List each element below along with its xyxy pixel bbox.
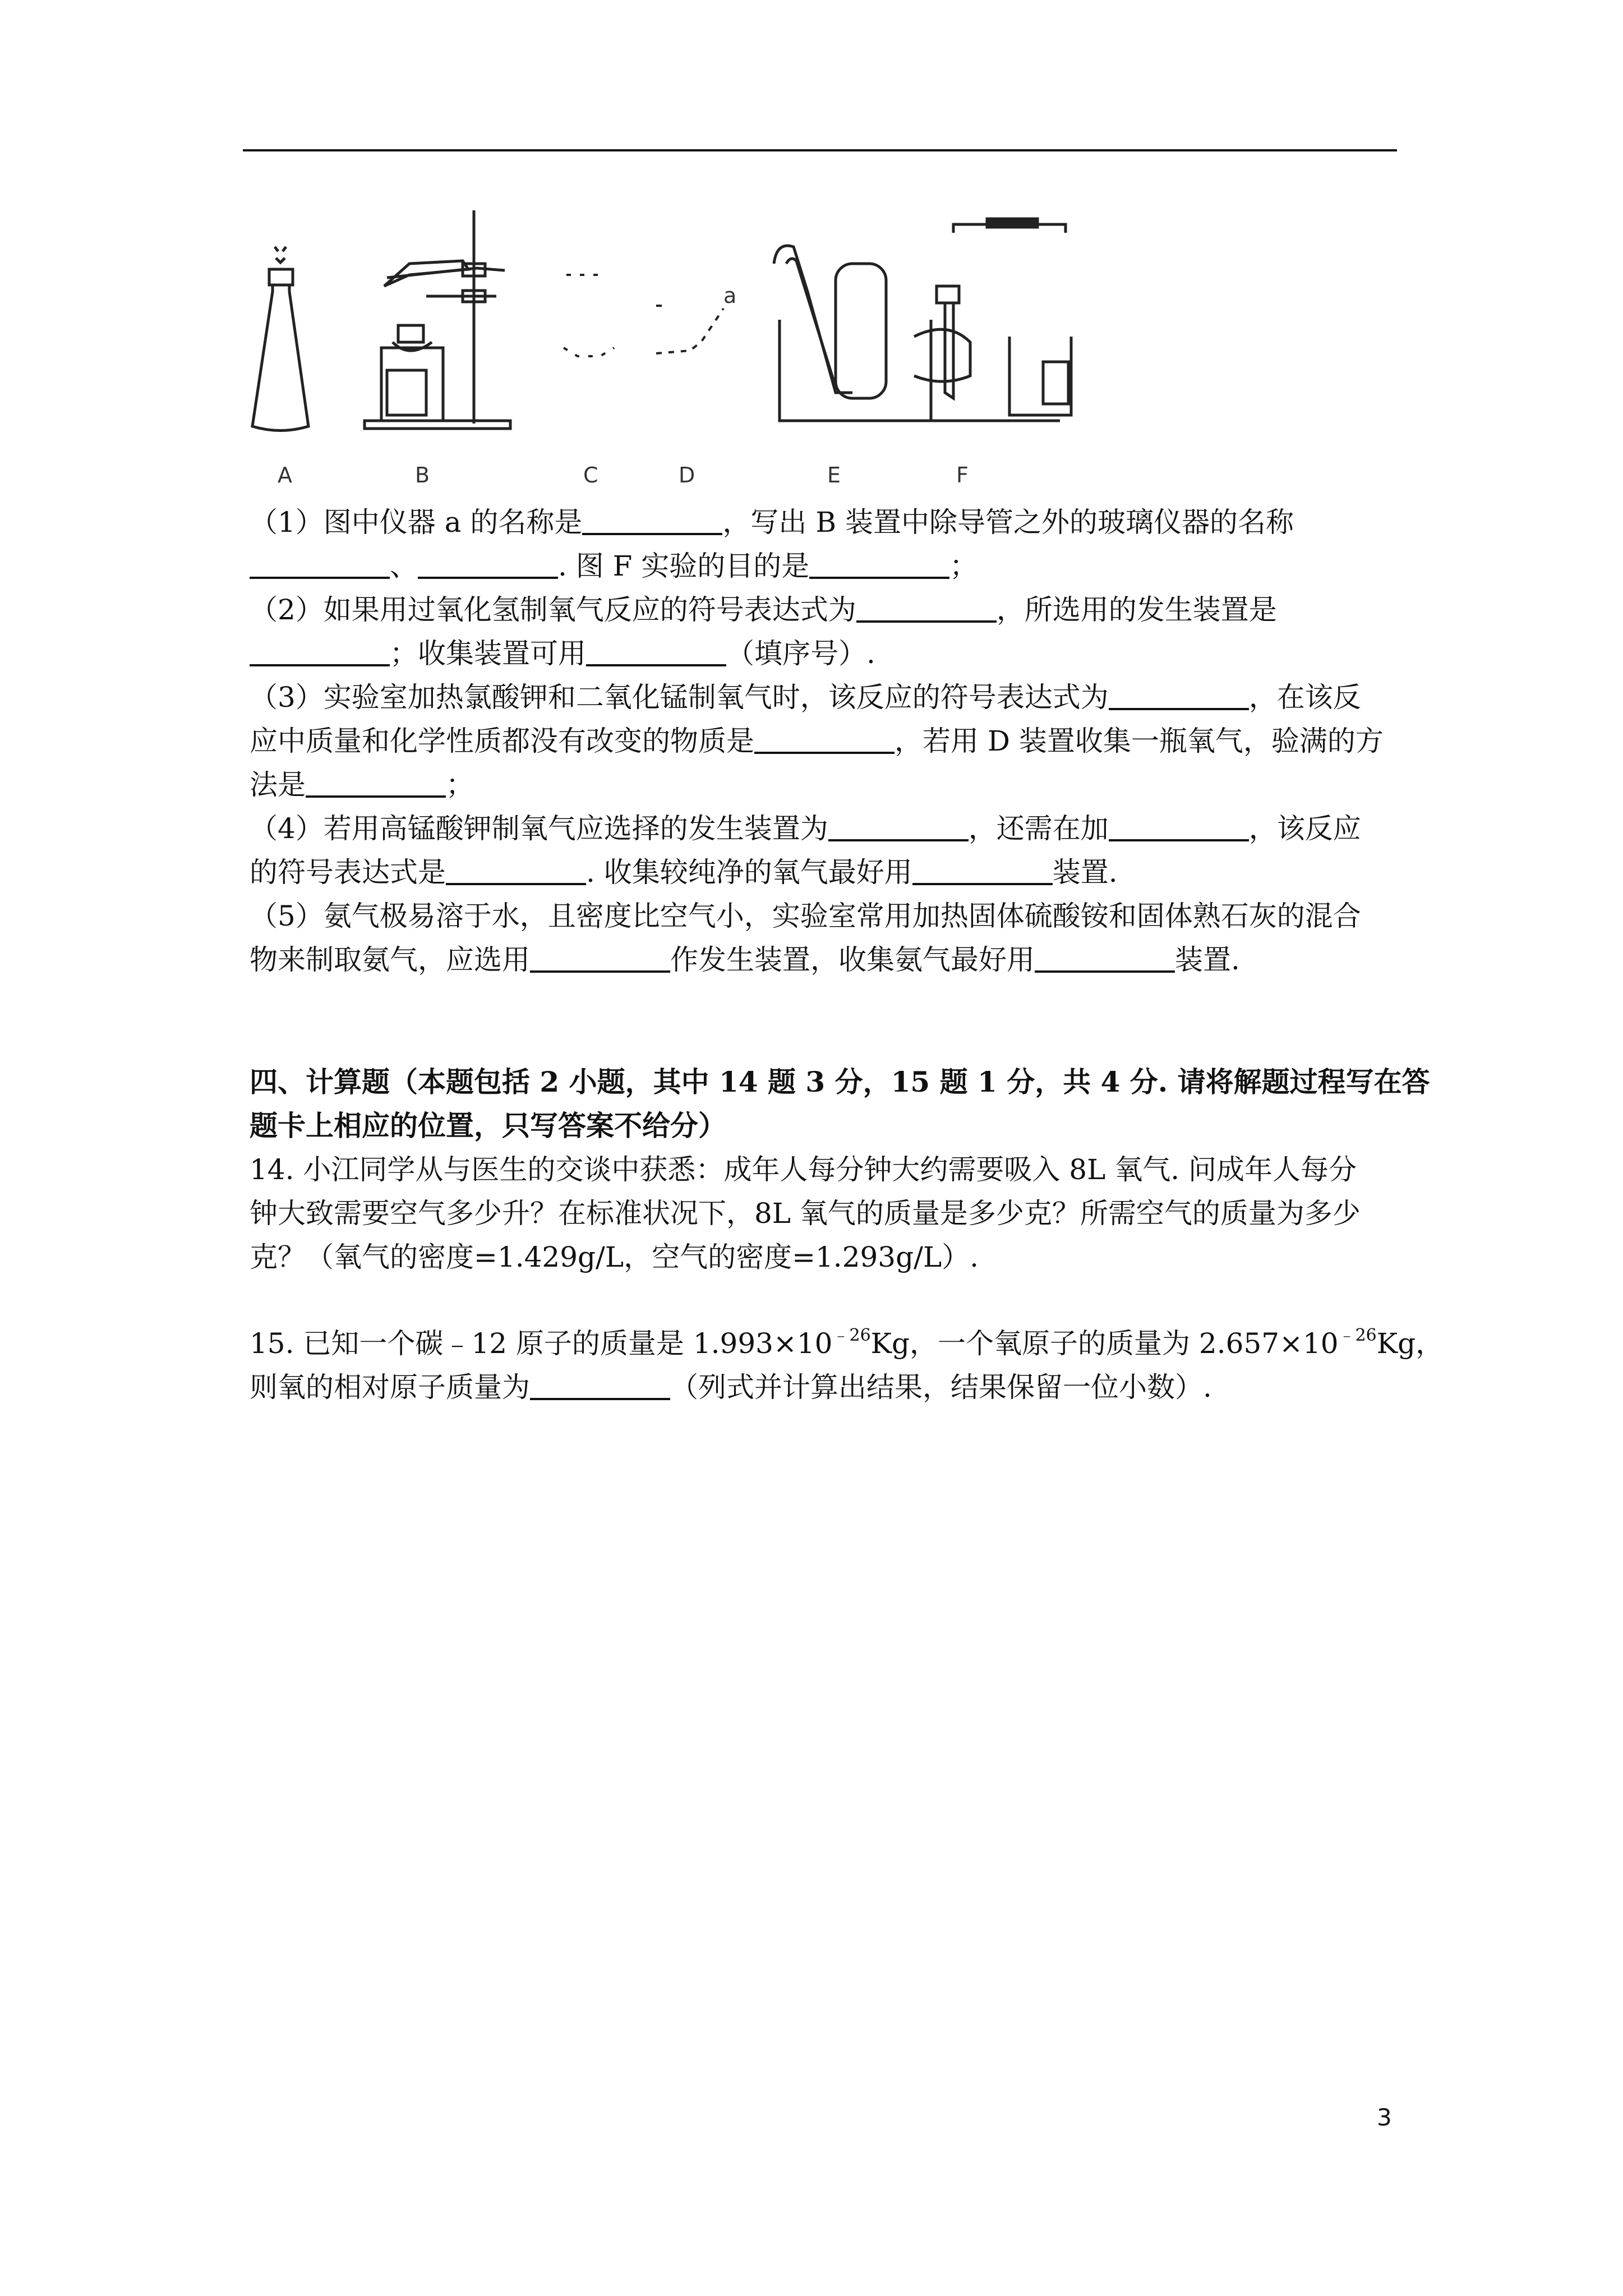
label-B: B — [415, 463, 430, 487]
answer-blank[interactable] — [1109, 813, 1249, 841]
apparatus-d — [656, 306, 723, 353]
apparatus-c — [564, 275, 614, 356]
q3-line3: 法是 ； — [250, 769, 474, 801]
q2-line1: （2）如果用过氧化氢制氧气反应的符号表达式为 ，所选用的发生装置是 — [250, 593, 1277, 626]
label-C: C — [583, 463, 598, 487]
label-F: F — [956, 463, 969, 487]
q5-line1: （5）氨气极易溶于水，且密度比空气小，实验室常用加热固体硫酸铵和固体熟石灰的混合 — [250, 900, 1361, 932]
apparatus-f-airtight-check — [903, 219, 1071, 421]
answer-blank[interactable] — [250, 551, 390, 579]
answer-blank[interactable] — [754, 726, 895, 754]
q5-line2: 物来制取氨气，应选用 作发生装置，收集氨气最好用 装置. — [250, 944, 1240, 976]
q3-line1: （3）实验室加热氯酸钾和二氧化锰制氧气时，该反应的符号表达式为 ，在该反 — [250, 681, 1361, 714]
q14-line3: 克？（氧气的密度=1.429g/L，空气的密度=1.293g/L）. — [250, 1241, 979, 1273]
q4-line2: 的符号表达式是 . 收集较纯净的氧气最好用 装置. — [250, 856, 1118, 889]
apparatus-a-flask — [252, 247, 308, 431]
q15-line1: 15. 已知一个碳﹣12 原子的质量是 $1.993\times 10^{﹣26}Kg$，一个氧原子的质量为 $2.657\times 10^{﹣26}Kg$， — [250, 1326, 1444, 1360]
answer-blank[interactable] — [418, 551, 558, 579]
q4-line1: （4）若用高锰酸钾制氧气应选择的发生装置为 ，还需在加 ，该反应 — [250, 812, 1361, 845]
section4-heading-line2: 题卡上相应的位置，只写答案不给分） — [250, 1109, 726, 1142]
answer-blank[interactable] — [306, 770, 446, 798]
q14-line2: 钟大致需要空气多少升？在标准状况下，8L 氧气的质量是多少克？所需空气的质量为多少 — [250, 1197, 1361, 1230]
answer-blank[interactable] — [446, 857, 586, 885]
answer-blank[interactable] — [530, 945, 670, 973]
q3-line2: 应中质量和化学性质都没有改变的物质是 ，若用 D 装置收集一瓶氧气，验满的方 — [250, 725, 1384, 757]
q1-line2: 、 . 图 F 实验的目的是 ； — [250, 544, 978, 588]
page-number: 3 — [1377, 2104, 1392, 2131]
label-a: a — [723, 283, 737, 308]
answer-blank[interactable] — [828, 813, 969, 841]
label-A: A — [278, 463, 292, 487]
answer-blank[interactable] — [582, 507, 722, 535]
answer-blank[interactable] — [586, 638, 726, 666]
answer-blank[interactable] — [912, 857, 1053, 885]
answer-blank[interactable] — [1109, 682, 1249, 710]
q14-line1: 14. 小江同学从与医生的交谈中获悉：成年人每分钟大约需要吸入 8L 氧气. 问成年人每分 — [250, 1153, 1357, 1186]
apparatus-e-trough — [774, 246, 931, 421]
label-E: E — [827, 463, 841, 487]
answer-blank[interactable] — [856, 595, 997, 623]
section4-heading-line1: 四、计算题（本题包括 2 小题，其中 14 题 3 分，15 题 1 分，共 4 分. 请将解题过程写在答 — [250, 1065, 1430, 1098]
answer-blank[interactable] — [809, 551, 949, 579]
q2-line2: ；收集装置可用 （填序号）. — [250, 632, 875, 675]
answer-blank[interactable] — [250, 638, 390, 666]
header-rule — [243, 149, 1397, 151]
apparatus-b-heating — [365, 210, 510, 429]
answer-blank[interactable] — [530, 1372, 670, 1400]
q15-line2: 则氧的相对原子质量为 （列式并计算出结果，结果保留一位小数）. — [250, 1371, 1212, 1404]
answer-blank[interactable] — [1035, 945, 1175, 973]
label-D: D — [679, 463, 695, 487]
apparatus-figure — [241, 208, 1133, 494]
q1-line1: （1）图中仪器 a 的名称是 ，写出 B 装置中除导管之外的玻璃仪器的名称 — [250, 506, 1294, 539]
